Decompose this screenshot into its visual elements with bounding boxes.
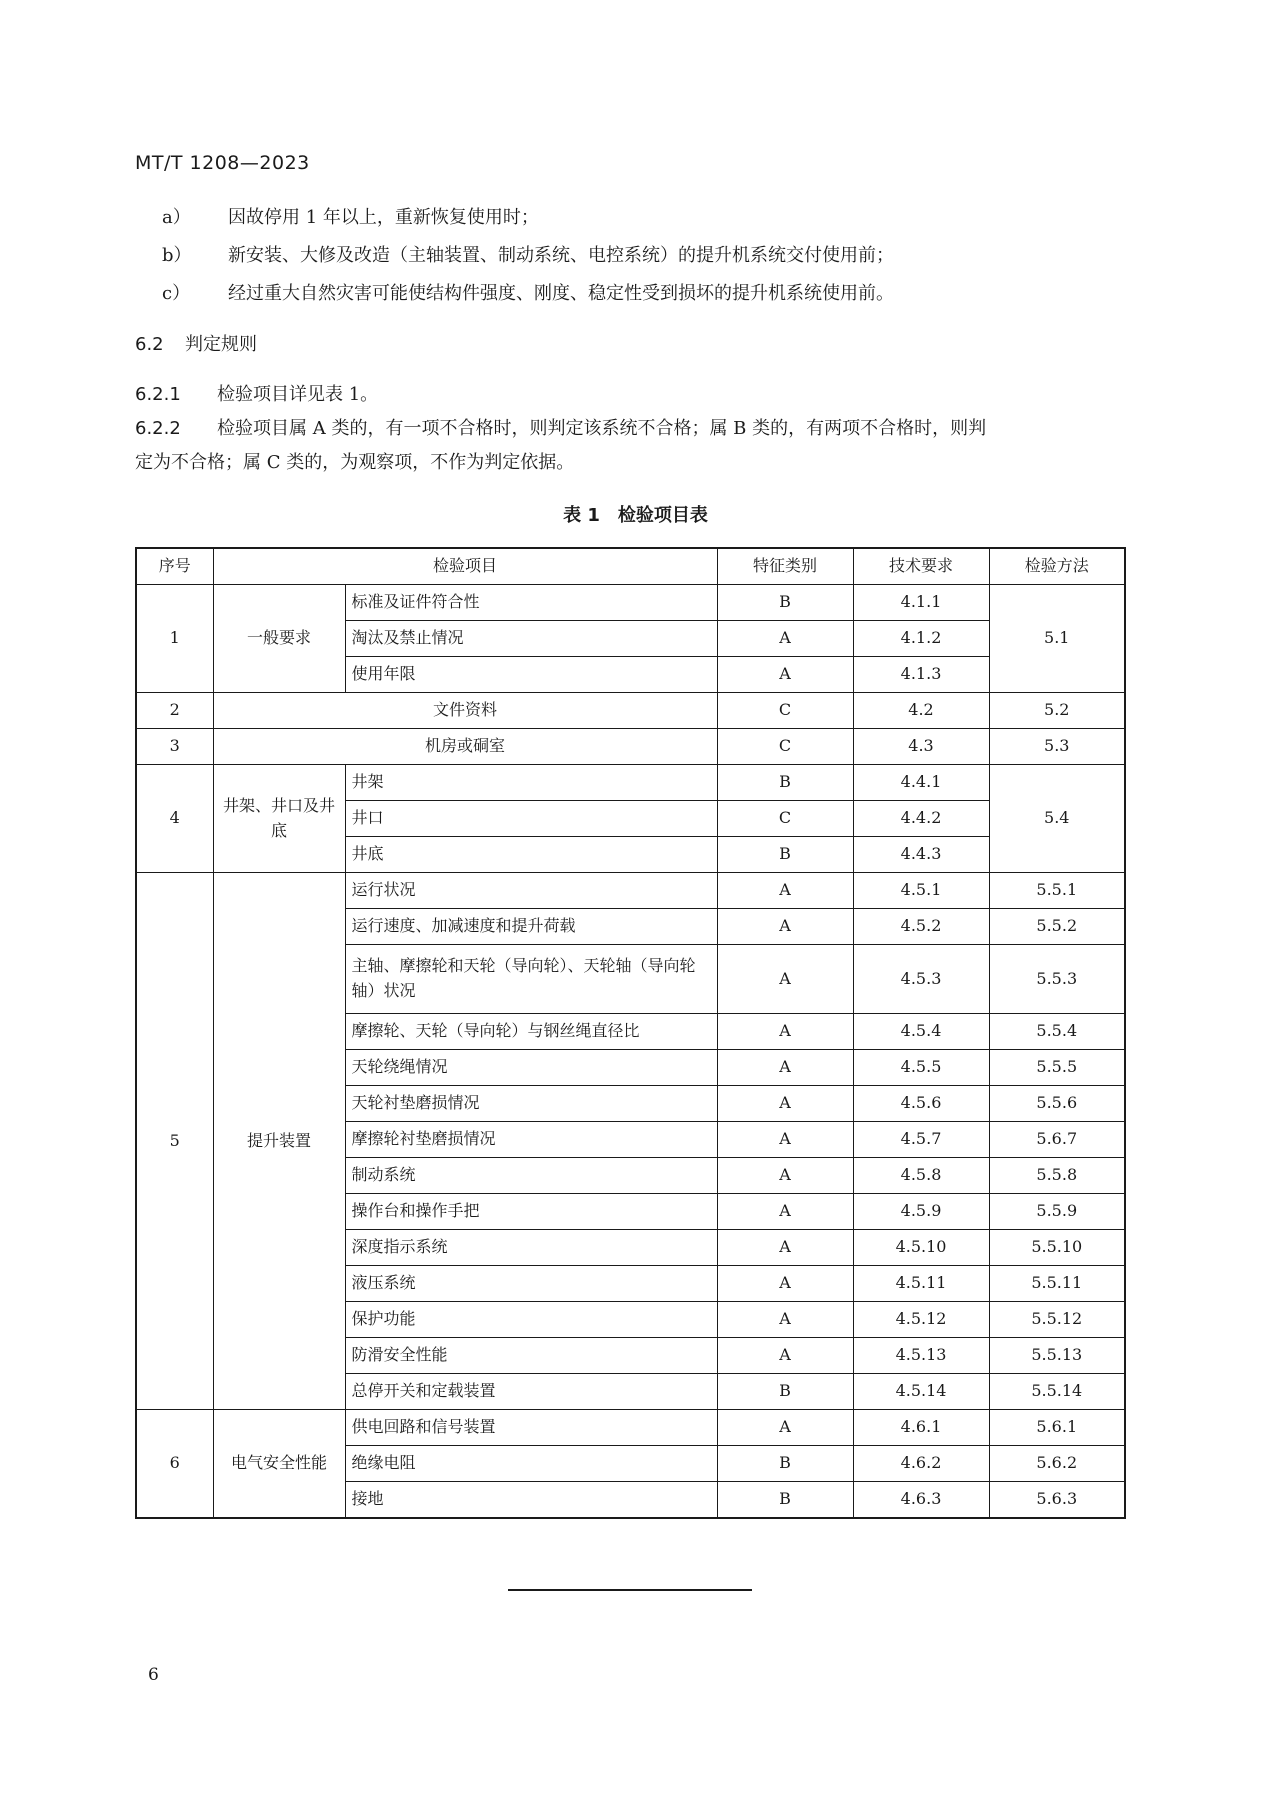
item-method: 5.4 <box>989 765 1125 873</box>
item-method: 5.5.13 <box>989 1338 1125 1374</box>
clause-number: 6.2.1 <box>135 384 181 405</box>
item-class: A <box>717 1302 853 1338</box>
item-method: 5.5.8 <box>989 1158 1125 1194</box>
header-method: 检验方法 <box>989 548 1125 585</box>
table-row <box>136 693 1125 729</box>
page-number: 6 <box>148 1665 159 1685</box>
table-row <box>136 1410 1125 1446</box>
row-no: 6 <box>136 1410 213 1519</box>
item-method: 5.5.9 <box>989 1194 1125 1230</box>
item-class: A <box>717 1122 853 1158</box>
item-name: 制动系统 <box>345 1158 717 1194</box>
item-method: 5.5.5 <box>989 1050 1125 1086</box>
item-requirement: 4.5.10 <box>853 1230 989 1266</box>
item-class: B <box>717 1446 853 1482</box>
item-name: 文件资料 <box>213 693 717 729</box>
item-method: 5.5.14 <box>989 1374 1125 1410</box>
item-name: 防滑安全性能 <box>345 1338 717 1374</box>
item-class: A <box>717 945 853 1014</box>
row-no: 2 <box>136 693 213 729</box>
item-method: 5.5.2 <box>989 909 1125 945</box>
end-rule <box>508 1589 752 1591</box>
item-name: 井架 <box>345 765 717 801</box>
item-method: 5.6.2 <box>989 1446 1125 1482</box>
list-text: 新安装、大修及改造（主轴装置、制动系统、电控系统）的提升机系统交付使用前； <box>228 245 894 266</box>
item-requirement: 4.5.14 <box>853 1374 989 1410</box>
item-method: 5.5.3 <box>989 945 1125 1014</box>
item-requirement: 4.1.2 <box>853 621 989 657</box>
item-requirement: 4.5.7 <box>853 1122 989 1158</box>
item-name: 接地 <box>345 1482 717 1519</box>
clause-number: 6.2.2 <box>135 418 181 439</box>
item-class: B <box>717 585 853 621</box>
item-class: A <box>717 1410 853 1446</box>
item-requirement: 4.5.2 <box>853 909 989 945</box>
list-item-b <box>162 241 894 267</box>
list-marker: b） <box>162 245 192 266</box>
group-name: 井架、井口及井底 <box>213 765 345 873</box>
item-requirement: 4.2 <box>853 693 989 729</box>
item-name: 主轴、摩擦轮和天轮（导向轮）、天轮轴（导向轮轴）状况 <box>345 945 717 1014</box>
group-name: 提升装置 <box>213 873 345 1410</box>
item-method: 5.5.12 <box>989 1302 1125 1338</box>
list-item-a <box>162 203 539 229</box>
table-header-row <box>136 548 1125 585</box>
item-requirement: 4.6.1 <box>853 1410 989 1446</box>
item-requirement: 4.3 <box>853 729 989 765</box>
item-method: 5.3 <box>989 729 1125 765</box>
item-class: B <box>717 765 853 801</box>
row-no: 3 <box>136 729 213 765</box>
item-method: 5.5.10 <box>989 1230 1125 1266</box>
standard-code: MT/T 1208—2023 <box>135 152 310 174</box>
clause-text: 定为不合格；属 C 类的，为观察项，不作为判定依据。 <box>135 452 575 473</box>
item-name: 天轮衬垫磨损情况 <box>345 1086 717 1122</box>
clause-text: 检验项目详见表 1。 <box>217 384 379 405</box>
table-title: 表 1 检验项目表 <box>563 505 708 526</box>
item-name: 操作台和操作手把 <box>345 1194 717 1230</box>
item-class: A <box>717 873 853 909</box>
item-name: 深度指示系统 <box>345 1230 717 1266</box>
item-name: 运行状况 <box>345 873 717 909</box>
list-text: 经过重大自然灾害可能使结构件强度、刚度、稳定性受到损坏的提升机系统使用前。 <box>228 283 894 304</box>
item-name: 总停开关和定载装置 <box>345 1374 717 1410</box>
item-requirement: 4.5.8 <box>853 1158 989 1194</box>
header-requirement: 技术要求 <box>853 548 989 585</box>
table-row <box>136 873 1125 909</box>
item-name: 运行速度、加减速度和提升荷载 <box>345 909 717 945</box>
item-requirement: 4.5.6 <box>853 1086 989 1122</box>
header-no: 序号 <box>136 548 213 585</box>
table-row <box>136 765 1125 801</box>
item-class: A <box>717 1230 853 1266</box>
item-name: 井底 <box>345 837 717 873</box>
item-requirement: 4.4.3 <box>853 837 989 873</box>
item-requirement: 4.5.12 <box>853 1302 989 1338</box>
item-requirement: 4.1.3 <box>853 657 989 693</box>
item-class: C <box>717 693 853 729</box>
item-class: A <box>717 1050 853 1086</box>
list-marker: c） <box>162 283 191 304</box>
item-method: 5.5.4 <box>989 1014 1125 1050</box>
item-name: 绝缘电阻 <box>345 1446 717 1482</box>
header-item: 检验项目 <box>213 548 717 585</box>
clause-6-2-2-continued <box>135 448 574 474</box>
header-class: 特征类别 <box>717 548 853 585</box>
item-requirement: 4.5.3 <box>853 945 989 1014</box>
item-requirement: 4.4.1 <box>853 765 989 801</box>
row-no: 5 <box>136 873 213 1410</box>
item-class: A <box>717 621 853 657</box>
item-requirement: 4.5.4 <box>853 1014 989 1050</box>
item-method: 5.2 <box>989 693 1125 729</box>
row-no: 4 <box>136 765 213 873</box>
item-name: 保护功能 <box>345 1302 717 1338</box>
item-name: 使用年限 <box>345 657 717 693</box>
item-class: B <box>717 1482 853 1519</box>
item-method: 5.5.1 <box>989 873 1125 909</box>
item-class: A <box>717 1266 853 1302</box>
list-item-c <box>162 279 894 305</box>
item-requirement: 4.6.3 <box>853 1482 989 1519</box>
item-name: 标准及证件符合性 <box>345 585 717 621</box>
group-name: 电气安全性能 <box>213 1410 345 1519</box>
item-method: 5.6.1 <box>989 1410 1125 1446</box>
item-requirement: 4.5.9 <box>853 1194 989 1230</box>
table-row <box>136 729 1125 765</box>
item-class: A <box>717 1086 853 1122</box>
item-requirement: 4.6.2 <box>853 1446 989 1482</box>
item-method: 5.6.7 <box>989 1122 1125 1158</box>
item-method: 5.5.6 <box>989 1086 1125 1122</box>
item-class: B <box>717 1374 853 1410</box>
item-class: A <box>717 1338 853 1374</box>
item-name: 供电回路和信号装置 <box>345 1410 717 1446</box>
inspection-items-table <box>135 547 1126 1519</box>
clause-6-2-1 <box>135 380 378 406</box>
item-class: C <box>717 729 853 765</box>
list-text: 因故停用 1 年以上，重新恢复使用时； <box>228 207 539 228</box>
section-heading <box>135 330 257 356</box>
item-class: A <box>717 1194 853 1230</box>
item-name: 机房或硐室 <box>213 729 717 765</box>
clause-6-2-2 <box>135 414 986 440</box>
item-requirement: 4.5.13 <box>853 1338 989 1374</box>
item-class: A <box>717 909 853 945</box>
row-no: 1 <box>136 585 213 693</box>
item-class: A <box>717 1014 853 1050</box>
item-name: 天轮绕绳情况 <box>345 1050 717 1086</box>
section-title: 判定规则 <box>185 334 257 355</box>
item-class: B <box>717 837 853 873</box>
item-requirement: 4.5.5 <box>853 1050 989 1086</box>
item-requirement: 4.5.1 <box>853 873 989 909</box>
item-requirement: 4.5.11 <box>853 1266 989 1302</box>
item-class: A <box>717 657 853 693</box>
item-class: A <box>717 1158 853 1194</box>
clause-text: 检验项目属 A 类的，有一项不合格时，则判定该系统不合格；属 B 类的，有两项不合格时，则判 <box>217 418 987 439</box>
item-name: 井口 <box>345 801 717 837</box>
item-requirement: 4.4.2 <box>853 801 989 837</box>
item-method: 5.5.11 <box>989 1266 1125 1302</box>
section-number: 6.2 <box>135 334 164 355</box>
item-method: 5.6.3 <box>989 1482 1125 1519</box>
group-name: 一般要求 <box>213 585 345 693</box>
item-name: 淘汰及禁止情况 <box>345 621 717 657</box>
item-name: 摩擦轮衬垫磨损情况 <box>345 1122 717 1158</box>
item-class: C <box>717 801 853 837</box>
item-name: 液压系统 <box>345 1266 717 1302</box>
item-method: 5.1 <box>989 585 1125 693</box>
item-name: 摩擦轮、天轮（导向轮）与钢丝绳直径比 <box>345 1014 717 1050</box>
list-marker: a） <box>162 207 191 228</box>
table-row <box>136 585 1125 621</box>
item-requirement: 4.1.1 <box>853 585 989 621</box>
